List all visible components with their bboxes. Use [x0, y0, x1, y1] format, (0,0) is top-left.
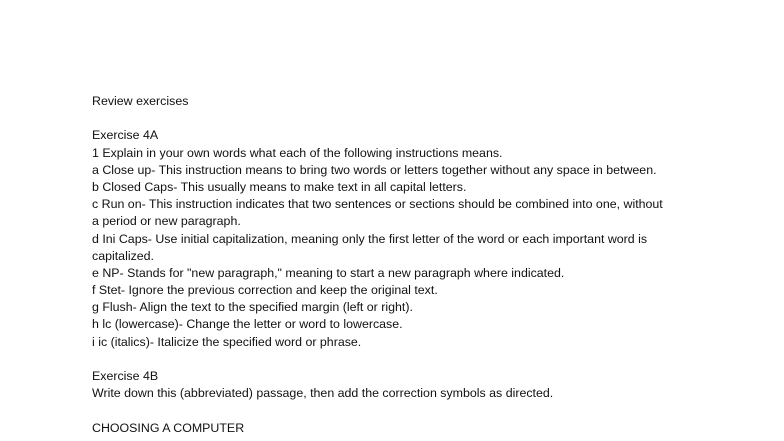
exercise-line: capitalized.: [92, 248, 154, 263]
exercise-line: g Flush- Align the text to the specified margin (left or right).: [92, 300, 413, 315]
exercise-line: c Run on- This instruction indicates that two sentences or sections should be combined into one, without: [92, 197, 663, 212]
document-heading: Review exercises: [92, 94, 189, 108]
exercise-line: a Close up- This instruction means to bring two words or letters together without any space in between.: [92, 162, 657, 177]
exercise-line: i ic (italics)- Italicize the specified word or phrase.: [92, 334, 362, 349]
exercise-4b-body: [92, 385, 752, 402]
exercise-line: a period or new paragraph.: [92, 214, 241, 229]
exercise-line: e NP- Stands for "new paragraph," meaning to start a new paragraph where indicated.: [92, 265, 565, 280]
exercise-line: 1 Explain in your own words what each of the following instructions means.: [92, 145, 503, 160]
exercise-line: f Stet- Ignore the previous correction and keep the original text.: [92, 283, 438, 298]
blank-line: [92, 402, 752, 419]
exercise-4b-title: Exercise 4B: [92, 369, 159, 383]
blank-line: [92, 110, 752, 127]
exercise-line: b Closed Caps- This usually means to make text in all capital letters.: [92, 179, 467, 194]
blank-line: [92, 351, 752, 368]
exercise-4a-title: Exercise 4A: [92, 128, 159, 143]
exercise-line: d Ini Caps- Use initial capitalization, meaning only the first letter of the word or each important word is: [92, 231, 648, 246]
passage-title: CHOOSING A COMPUTER: [92, 420, 245, 435]
exercise-line: Write down this (abbreviated) passage, then add the correction symbols as directed.: [92, 386, 554, 401]
document-page: [92, 93, 752, 437]
exercise-4a-body: [92, 145, 752, 351]
exercise-line: h lc (lowercase)- Change the letter or word to lowercase.: [92, 317, 403, 332]
